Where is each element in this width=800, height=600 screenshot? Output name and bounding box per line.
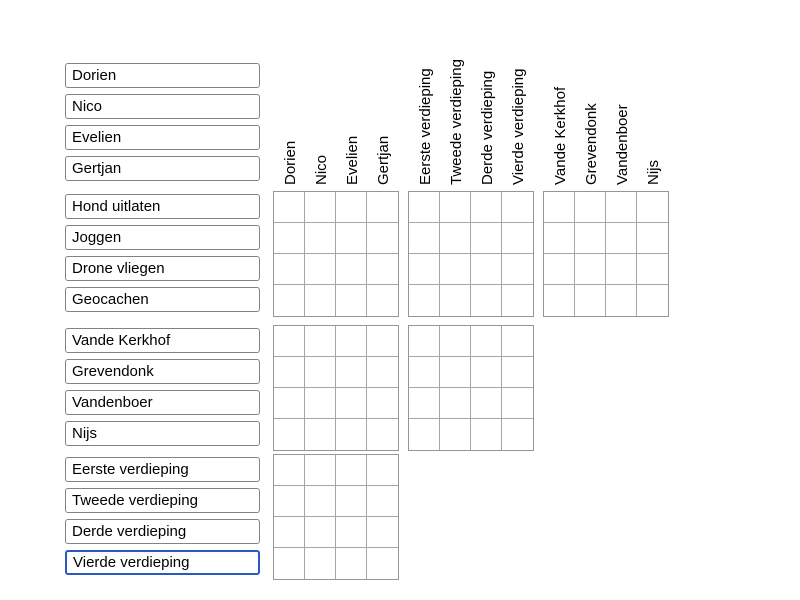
grid-cell[interactable] [336,285,367,316]
grid-cell[interactable] [274,326,305,357]
grid-cell[interactable] [367,357,398,388]
grid-cell[interactable] [409,254,440,285]
row-label-hond-uitlaten[interactable]: Hond uitlaten [65,194,260,219]
row-label-eerste-verdieping[interactable]: Eerste verdieping [65,457,260,482]
grid-cell[interactable] [305,254,336,285]
column-header-dorien: Dorien [282,140,299,185]
grid-cell[interactable] [274,486,305,517]
grid-cell[interactable] [274,285,305,316]
grid-cell[interactable] [336,326,367,357]
grid-block-activities-x-surnames [543,191,669,317]
column-header-evelien: Evelien [344,135,361,185]
grid-cell[interactable] [409,192,440,223]
grid-cell[interactable] [367,388,398,419]
grid-cell[interactable] [575,285,606,316]
grid-cell[interactable] [274,192,305,223]
grid-cell[interactable] [336,223,367,254]
grid-cell[interactable] [575,254,606,285]
grid-cell[interactable] [367,326,398,357]
grid-cell[interactable] [305,388,336,419]
grid-cell[interactable] [367,455,398,486]
grid-cell[interactable] [471,285,502,316]
grid-cell[interactable] [544,254,575,285]
grid-cell[interactable] [440,223,471,254]
grid-cell[interactable] [575,223,606,254]
grid-cell[interactable] [274,419,305,450]
grid-block-activities-x-names [273,191,399,317]
grid-cell[interactable] [367,254,398,285]
grid-cell[interactable] [305,455,336,486]
grid-cell[interactable] [336,388,367,419]
grid-cell[interactable] [274,357,305,388]
grid-cell[interactable] [575,192,606,223]
grid-cell[interactable] [305,326,336,357]
grid-cell[interactable] [367,419,398,450]
grid-cell[interactable] [544,223,575,254]
grid-cell[interactable] [305,548,336,579]
grid-cell[interactable] [305,486,336,517]
grid-cell[interactable] [471,357,502,388]
grid-cell[interactable] [471,192,502,223]
row-label-joggen[interactable]: Joggen [65,225,260,250]
grid-cell[interactable] [502,254,533,285]
column-header-grevendonk: Grevendonk [583,103,600,185]
grid-cell[interactable] [305,517,336,548]
column-header-gertjan: Gertjan [375,135,392,185]
grid-cell[interactable] [367,192,398,223]
row-label-derde-verdieping[interactable]: Derde verdieping [65,519,260,544]
row-label-nico[interactable]: Nico [65,94,260,119]
row-label-evelien[interactable]: Evelien [65,125,260,150]
column-header-tweede-verdieping: Tweede verdieping [448,59,465,185]
row-label-tweede-verdieping[interactable]: Tweede verdieping [65,488,260,513]
row-label-gertjan[interactable]: Gertjan [65,156,260,181]
grid-cell[interactable] [440,192,471,223]
grid-cell[interactable] [409,419,440,450]
grid-cell[interactable] [502,419,533,450]
grid-cell[interactable] [336,192,367,223]
grid-block-floors-x-names [273,454,399,580]
row-label-geocachen[interactable]: Geocachen [65,287,260,312]
grid-cell[interactable] [336,254,367,285]
grid-cell[interactable] [440,285,471,316]
grid-cell[interactable] [336,517,367,548]
grid-cell[interactable] [471,419,502,450]
column-header-nico: Nico [313,154,330,185]
grid-cell[interactable] [367,285,398,316]
row-label-vande-kerkhof[interactable]: Vande Kerkhof [65,328,260,353]
grid-cell[interactable] [606,285,637,316]
grid-cell[interactable] [440,419,471,450]
column-header-eerste-verdieping: Eerste verdieping [417,68,434,185]
grid-cell[interactable] [544,192,575,223]
grid-cell[interactable] [305,192,336,223]
column-header-vandenboer: Vandenboer [614,104,631,185]
grid-cell[interactable] [409,223,440,254]
grid-cell[interactable] [274,517,305,548]
grid-cell[interactable] [305,223,336,254]
row-label-nijs[interactable]: Nijs [65,421,260,446]
grid-cell[interactable] [409,388,440,419]
grid-cell[interactable] [367,517,398,548]
grid-cell[interactable] [502,357,533,388]
row-label-dorien[interactable]: Dorien [65,63,260,88]
grid-cell[interactable] [409,357,440,388]
grid-cell[interactable] [274,223,305,254]
grid-cell[interactable] [637,285,668,316]
grid-cell[interactable] [637,192,668,223]
grid-cell[interactable] [440,254,471,285]
grid-cell[interactable] [274,254,305,285]
grid-cell[interactable] [502,326,533,357]
grid-cell[interactable] [606,192,637,223]
column-header-derde-verdieping: Derde verdieping [479,70,496,185]
grid-cell[interactable] [367,548,398,579]
grid-cell[interactable] [502,223,533,254]
grid-cell[interactable] [274,388,305,419]
grid-cell[interactable] [409,326,440,357]
grid-cell[interactable] [274,455,305,486]
grid-cell[interactable] [502,285,533,316]
grid-cell[interactable] [336,486,367,517]
row-label-grevendonk[interactable]: Grevendonk [65,359,260,384]
grid-block-surnames-x-names [273,325,399,451]
grid-cell[interactable] [305,285,336,316]
grid-cell[interactable] [336,357,367,388]
column-header-nijs: Nijs [645,160,662,185]
grid-cell[interactable] [336,548,367,579]
grid-cell[interactable] [336,455,367,486]
grid-cell[interactable] [367,486,398,517]
grid-block-surnames-x-floors [408,325,534,451]
grid-cell[interactable] [471,326,502,357]
grid-cell[interactable] [606,254,637,285]
grid-cell[interactable] [305,419,336,450]
grid-cell[interactable] [502,192,533,223]
grid-cell[interactable] [440,388,471,419]
grid-cell[interactable] [471,254,502,285]
grid-cell[interactable] [606,223,637,254]
grid-cell[interactable] [367,223,398,254]
grid-cell[interactable] [637,254,668,285]
grid-cell[interactable] [409,285,440,316]
grid-cell[interactable] [440,357,471,388]
grid-cell[interactable] [440,326,471,357]
grid-cell[interactable] [471,223,502,254]
grid-cell[interactable] [336,419,367,450]
grid-block-activities-x-floors [408,191,534,317]
grid-cell[interactable] [544,285,575,316]
grid-cell[interactable] [305,357,336,388]
row-label-vierde-verdieping[interactable]: Vierde verdieping [65,550,260,575]
grid-cell[interactable] [274,548,305,579]
grid-cell[interactable] [471,388,502,419]
column-header-vierde-verdieping: Vierde verdieping [510,68,527,185]
row-label-drone-vliegen[interactable]: Drone vliegen [65,256,260,281]
column-header-vande-kerkhof: Vande Kerkhof [552,86,569,185]
row-label-vandenboer[interactable]: Vandenboer [65,390,260,415]
grid-cell[interactable] [637,223,668,254]
grid-cell[interactable] [502,388,533,419]
